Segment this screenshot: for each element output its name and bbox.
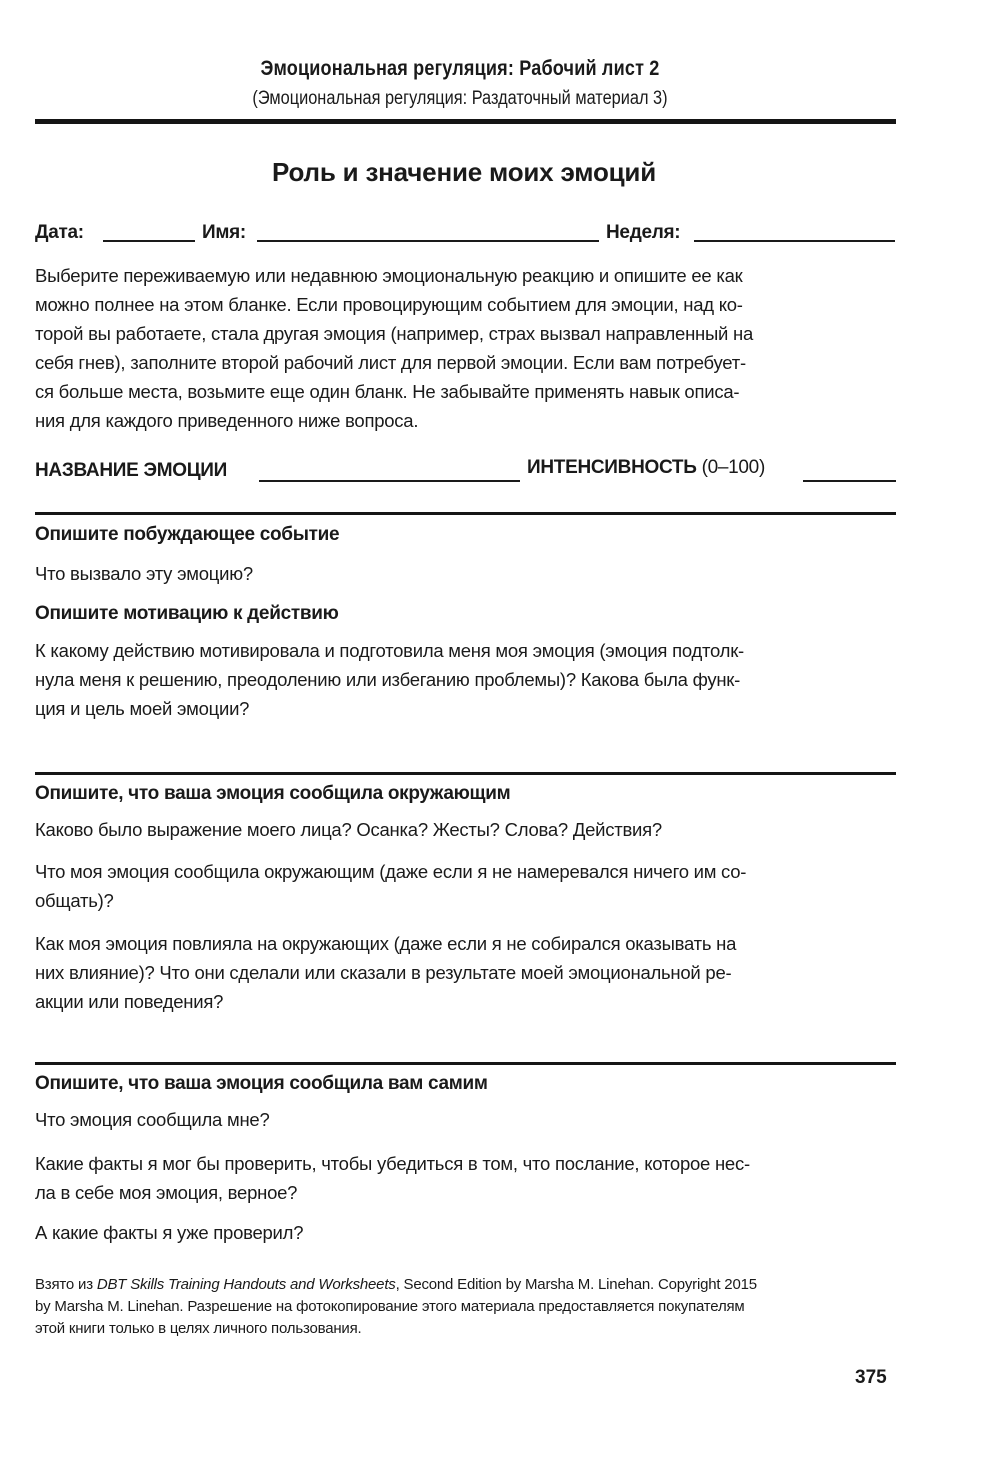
footer-line1-rest: , Second Edition by Marsha M. Linehan. Copyright 2015 xyxy=(395,1276,757,1293)
communication-others-question-3 xyxy=(35,929,897,1016)
intensity-range: (0–100) xyxy=(701,457,765,478)
footer-line: этой книги только в целях личного пользования. xyxy=(35,1320,362,1337)
name-label: Имя: xyxy=(202,222,246,243)
communication-self-question-3: А какие факты я уже проверил? xyxy=(35,1222,304,1243)
instructions-line: Выберите переживаемую или недавнюю эмоциональную реакцию и опишите ее как xyxy=(35,265,743,286)
section-divider xyxy=(35,1062,896,1065)
motivation-question-line: ция и цель моей эмоции? xyxy=(35,698,250,719)
prompting-event-question: Что вызвало эту эмоцию? xyxy=(35,563,253,584)
instructions-line: ся больше места, возьмите еще один бланк. Не забывайте применять навык описа- xyxy=(35,381,740,402)
communication-others-question-2 xyxy=(35,857,897,915)
question-line: акции или поведения? xyxy=(35,991,224,1012)
intensity-label: ИНТЕНСИВНОСТЬ xyxy=(527,457,697,478)
week-label: Неделя: xyxy=(606,222,681,243)
communication-self-question-2 xyxy=(35,1149,897,1207)
instructions-line: можно полнее на этом бланке. Если провоцирующим событием для эмоции, над ко- xyxy=(35,294,743,315)
header-rule xyxy=(35,119,896,124)
name-field[interactable] xyxy=(257,240,599,242)
emotion-name-label: НАЗВАНИЕ ЭМОЦИИ xyxy=(35,460,227,481)
worksheet-subtitle: (Эмоциональная регуляция: Раздаточный материал 3) xyxy=(252,88,668,109)
page-number: 375 xyxy=(855,1367,887,1388)
prompting-event-heading: Опишите побуждающее событие xyxy=(35,524,340,545)
emotion-name-field[interactable] xyxy=(259,480,520,482)
motivation-question-line: нула меня к решению, преодолению или избеганию проблемы)? Какова была функ- xyxy=(35,669,741,690)
worksheet-series-title: Эмоциональная регуляция: Рабочий лист 2 xyxy=(260,57,660,80)
instructions-line: ния для каждого приведенного ниже вопроса. xyxy=(35,410,419,431)
section-divider xyxy=(35,512,896,515)
question-line: Что моя эмоция сообщила окружающим (даже если я не намеревался ничего им со- xyxy=(35,861,747,882)
footer-line: by Marsha M. Linehan. Разрешение на фотокопирование этого материала предоставляется покупателям xyxy=(35,1298,745,1315)
question-line: Как моя эмоция повлияла на окружающих (даже если я не собирался оказывать на xyxy=(35,933,737,954)
footer-line xyxy=(35,1274,897,1296)
copyright-footer xyxy=(35,1274,897,1340)
question-line: Какие факты я мог бы проверить, чтобы убедиться в том, что послание, которое нес- xyxy=(35,1153,750,1174)
instructions-line: себя гнев), заполните второй рабочий лист для первой эмоции. Если вам потребует- xyxy=(35,352,746,373)
instructions xyxy=(35,261,897,435)
question-line: общать)? xyxy=(35,890,114,911)
page-title: Роль и значение моих эмоций xyxy=(271,157,656,187)
motivation-question-line: К какому действию мотивировала и подготовила меня моя эмоция (эмоция подтолк- xyxy=(35,640,744,661)
communication-self-heading: Опишите, что ваша эмоция сообщила вам самим xyxy=(35,1073,488,1094)
section-divider xyxy=(35,772,896,775)
motivation-heading: Опишите мотивацию к действию xyxy=(35,603,339,624)
motivation-question xyxy=(35,636,897,723)
week-field[interactable] xyxy=(694,240,895,242)
intensity-label-group xyxy=(527,457,765,479)
intensity-field[interactable] xyxy=(803,480,896,482)
communication-others-heading: Опишите, что ваша эмоция сообщила окружающим xyxy=(35,783,511,804)
instructions-line: торой вы работаете, стала другая эмоция (например, страх вызвал направленный на xyxy=(35,323,754,344)
communication-others-question-1: Каково было выражение моего лица? Осанка? Жесты? Слова? Действия? xyxy=(35,819,662,840)
communication-self-question-1: Что эмоция сообщила мне? xyxy=(35,1109,270,1130)
footer-book-title: DBT Skills Training Handouts and Worksheets xyxy=(96,1276,396,1293)
footer-prefix: Взято из xyxy=(35,1276,97,1293)
date-field[interactable] xyxy=(103,240,195,242)
date-label: Дата: xyxy=(35,222,84,243)
question-line: ла в себе моя эмоция, верное? xyxy=(35,1182,298,1203)
question-line: них влияние)? Что они сделали или сказали в результате моей эмоциональной ре- xyxy=(35,962,732,983)
